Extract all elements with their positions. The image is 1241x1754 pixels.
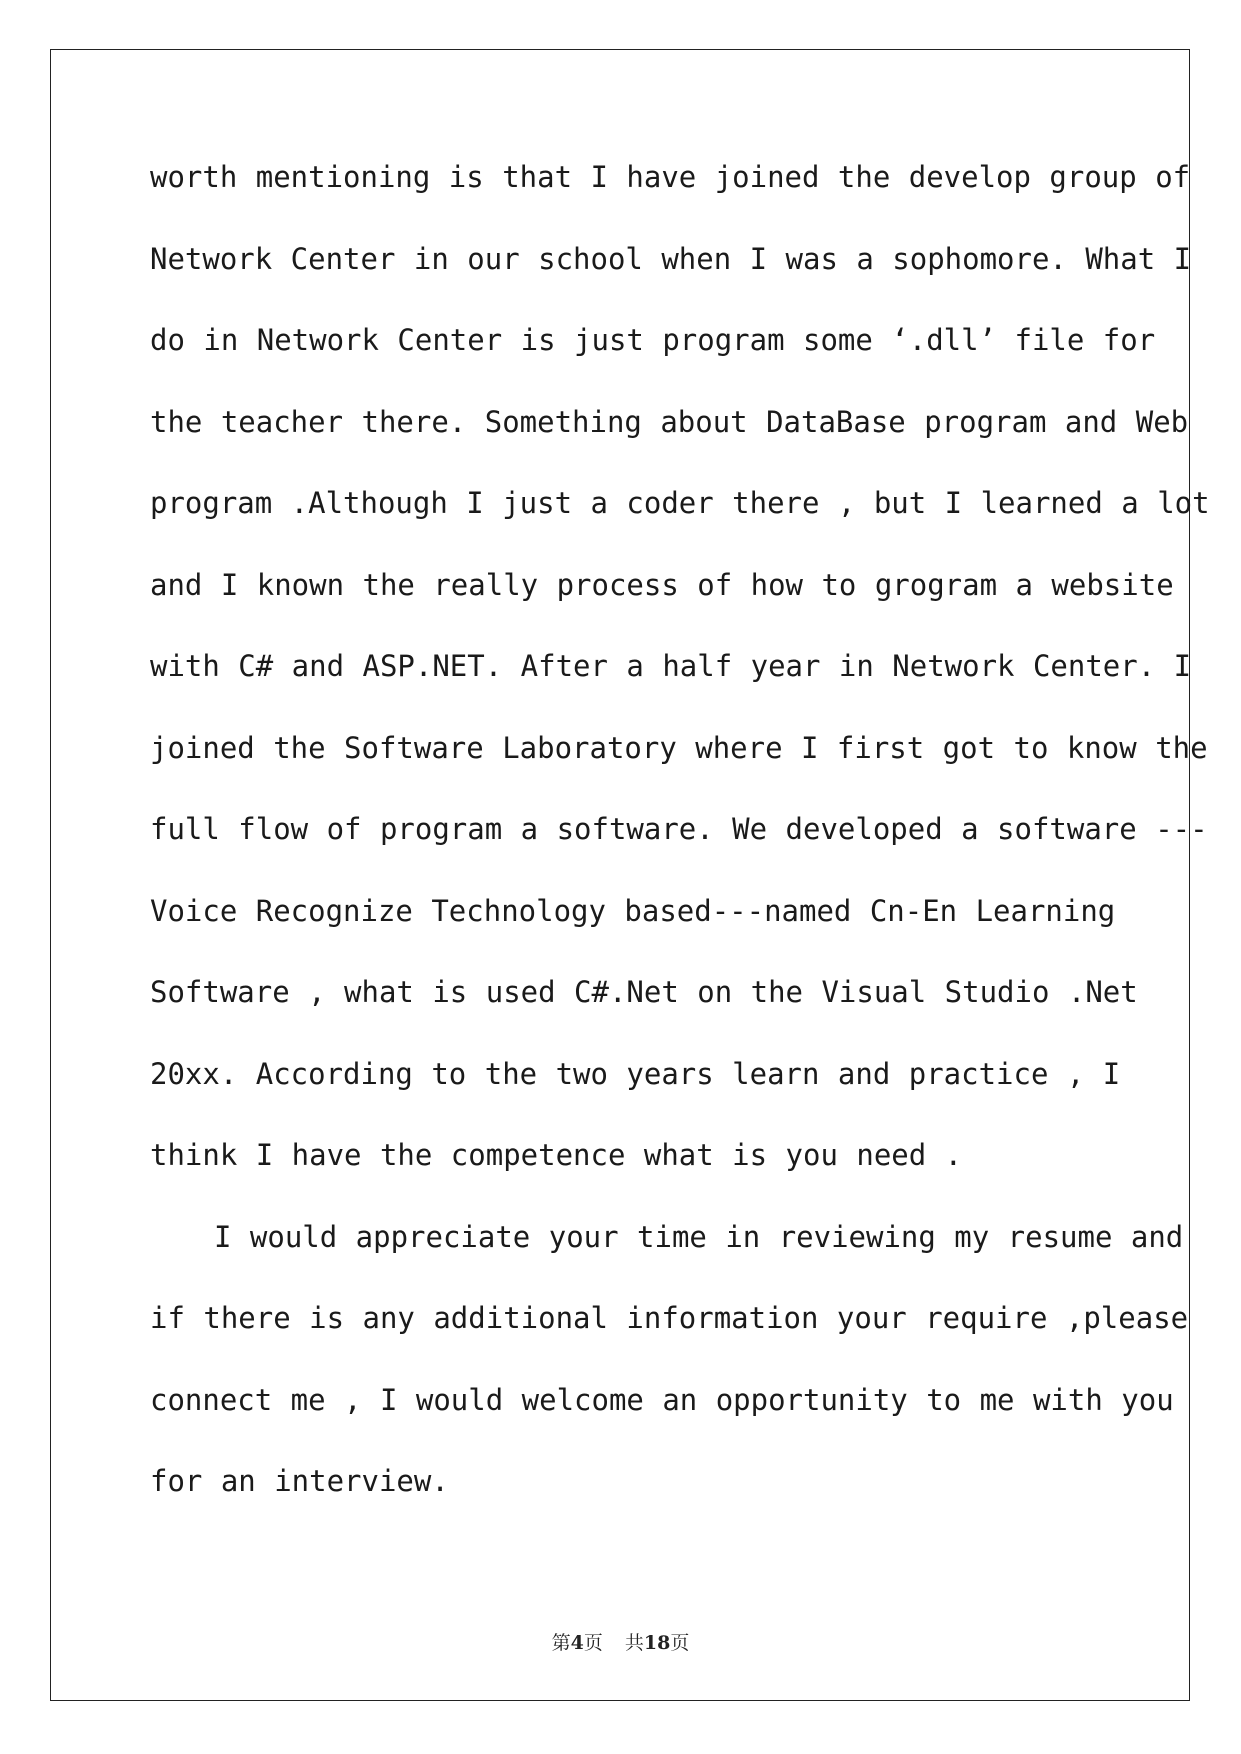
total-pages: 18 bbox=[643, 1632, 671, 1654]
text-line: 20xx. According to the two years learn and practice , I bbox=[150, 1056, 1121, 1091]
text-line: connect me , I would welcome an opportunity to me with you bbox=[150, 1382, 1174, 1417]
page-footer bbox=[0, 1628, 1241, 1655]
text-line: Software , what is used C#.Net on the Visual Studio .Net bbox=[150, 975, 1138, 1009]
text-line: if there is any additional information your require ,please bbox=[150, 1301, 1189, 1335]
text-line: for an interview. bbox=[150, 1464, 449, 1498]
text-line: full flow of program a software. We developed a software --- bbox=[150, 812, 1208, 846]
text-line: and I known the really process of how to grogram a website bbox=[150, 567, 1174, 602]
text-line: Voice Recognize Technology based---named Cn-En Learning bbox=[150, 893, 1116, 928]
text-line: Network Center in our school when I was a sophomore. What I bbox=[150, 241, 1192, 276]
text-line: with C# and ASP.NET. After a half year in Network Center. I bbox=[150, 649, 1192, 683]
text-line: I would appreciate your time in reviewing my resume and bbox=[214, 1219, 1184, 1254]
page-number: 4 bbox=[570, 1632, 584, 1654]
page-prefix: 第 bbox=[551, 1632, 571, 1654]
paragraph-1 bbox=[150, 160, 1210, 1220]
document-body bbox=[150, 160, 1210, 1546]
total-prefix: 共 bbox=[624, 1632, 644, 1654]
page-suffix: 页 bbox=[583, 1632, 603, 1654]
total-suffix: 页 bbox=[670, 1632, 690, 1654]
text-line: do in Network Center is just program some ‘.dll’ file for bbox=[150, 323, 1156, 357]
text-line: program .Although I just a coder there , but I learned a lot bbox=[150, 486, 1210, 520]
paragraph-2 bbox=[150, 1219, 1189, 1546]
text-line: worth mentioning is that I have joined the develop group of bbox=[150, 160, 1191, 194]
text-line: joined the Software Laboratory where I first got to know the bbox=[150, 730, 1208, 765]
text-line: the teacher there. Something about DataBase program and Web bbox=[150, 404, 1189, 439]
text-line: think I have the competence what is you need . bbox=[150, 1138, 963, 1172]
